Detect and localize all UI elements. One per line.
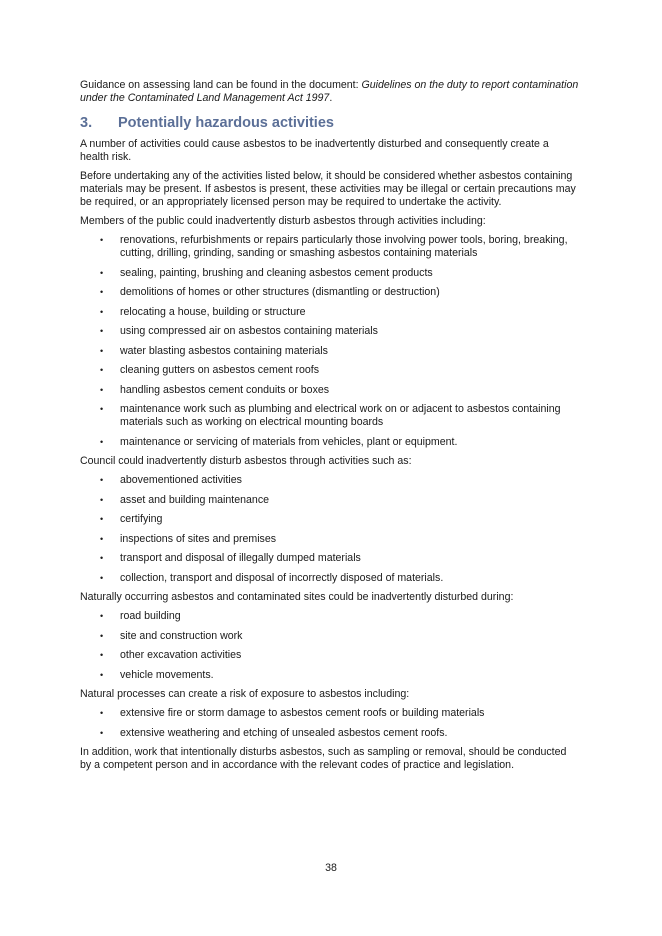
list-item xyxy=(80,572,580,585)
bullet-icon: • xyxy=(100,611,104,621)
list-item xyxy=(80,384,580,397)
list-item-text: transport and disposal of illegally dumped materials xyxy=(120,552,361,564)
list-item-text: asset and building maintenance xyxy=(120,493,270,506)
guideline-document-title: Guidelines on the duty to report contamination under the Contaminated Land Management Act 1997 xyxy=(80,79,579,104)
bullet-icon: • xyxy=(100,514,104,524)
page-number: 38 xyxy=(325,862,337,874)
list-item xyxy=(80,267,580,280)
bullet-icon: • xyxy=(100,533,104,544)
list-item xyxy=(80,325,580,338)
paragraph-members-public: Members of the public could inadvertently disturb asbestos through activities including: xyxy=(80,215,486,227)
list-item xyxy=(80,552,580,565)
list-item xyxy=(80,630,580,643)
list-item-text: abovementioned activities xyxy=(120,474,242,486)
natural-disturbance-list xyxy=(80,610,580,682)
list-item-text: extensive fire or storm damage to asbestos cement roofs or building materials xyxy=(120,707,485,719)
public-activities-list xyxy=(80,234,580,449)
list-item-text: extensive weathering and etching of unsealed asbestos cement roofs. xyxy=(120,726,448,739)
list-item-text: vehicle movements. xyxy=(120,668,214,681)
bullet-icon: • xyxy=(100,235,104,245)
list-item-text: demolitions of homes or other structures (dismantling or destruction) xyxy=(120,286,440,298)
list-item xyxy=(80,727,580,740)
paragraph-before-undertaking: Before undertaking any of the activities listed below, it should be considered whether asbestos containing materials may be present. If asbestos is present, these activities may be illegal or certain precautions may be required, or an appropriately licensed person may be required to undertake the activity. xyxy=(80,170,576,208)
paragraph-council: Council could inadvertently disturb asbestos through activities such as: xyxy=(80,455,412,467)
bullet-icon: • xyxy=(100,727,104,738)
list-item-text: other excavation activities xyxy=(120,649,242,661)
bullet-icon: • xyxy=(100,345,104,356)
list-item-text: renovations, refurbishments or repairs particularly those involving power tools, boring, breaking, cutting, drilling, grinding, sanding or smashing asbestos containing materials xyxy=(120,234,568,259)
bullet-icon: • xyxy=(100,404,104,414)
paragraph-naturally-occurring: Naturally occurring asbestos and contaminated sites could be inadvertently disturbed during: xyxy=(80,591,514,603)
section-heading xyxy=(80,114,580,132)
list-item-text: relocating a house, building or structure xyxy=(120,305,306,318)
list-item xyxy=(80,649,580,662)
bullet-icon: • xyxy=(100,326,104,336)
bullet-icon: • xyxy=(100,267,104,278)
list-item-text: certifying xyxy=(120,513,163,525)
list-item xyxy=(80,474,580,487)
bullet-icon: • xyxy=(100,669,104,680)
list-item-text: maintenance work such as plumbing and electrical work on or adjacent to asbestos containing materials such as working on electrical mounting boards xyxy=(120,403,561,428)
list-item-text: site and construction work xyxy=(120,629,243,642)
list-item-text: handling asbestos cement conduits or boxes xyxy=(120,383,330,396)
list-item xyxy=(80,306,580,319)
list-item xyxy=(80,494,580,507)
bullet-icon: • xyxy=(100,287,104,297)
list-item xyxy=(80,403,580,429)
list-item xyxy=(80,533,580,546)
section-number: 3. xyxy=(80,115,93,131)
bullet-icon: • xyxy=(100,572,104,583)
list-item xyxy=(80,234,580,260)
list-item xyxy=(80,286,580,299)
list-item xyxy=(80,436,580,449)
section-title: Potentially hazardous activities xyxy=(118,115,334,131)
list-item xyxy=(80,610,580,623)
bullet-icon: • xyxy=(100,306,104,317)
list-item xyxy=(80,513,580,526)
list-item xyxy=(80,669,580,682)
council-activities-list xyxy=(80,474,580,585)
intro-text: Guidance on assessing land can be found in the document: xyxy=(80,79,362,91)
bullet-icon: • xyxy=(100,630,104,641)
bullet-icon: • xyxy=(100,436,104,447)
list-item-text: inspections of sites and premises xyxy=(120,532,277,545)
list-item xyxy=(80,364,580,377)
bullet-icon: • xyxy=(100,650,104,660)
list-item-text: sealing, painting, brushing and cleaning asbestos cement products xyxy=(120,266,433,279)
list-item xyxy=(80,707,580,720)
intro-end: . xyxy=(329,92,333,104)
list-item-text: road building xyxy=(120,610,181,622)
natural-processes-list xyxy=(80,707,580,740)
list-item-text: water blasting asbestos containing materials xyxy=(120,344,328,357)
bullet-icon: • xyxy=(100,384,104,395)
list-item xyxy=(80,345,580,358)
paragraph-health-risk: A number of activities could cause asbestos to be inadvertently disturbed and consequently create a health risk. xyxy=(80,138,549,163)
bullet-icon: • xyxy=(100,365,104,375)
page-content xyxy=(80,79,580,778)
paragraph-intentional-work: In addition, work that intentionally disturbs asbestos, such as sampling or removal, should be conducted by a competent person and in accordance with the relevant codes of practice and legislation. xyxy=(80,746,567,771)
intro-paragraph xyxy=(80,79,580,105)
list-item-text: maintenance or servicing of materials from vehicles, plant or equipment. xyxy=(120,435,458,448)
paragraph-natural-processes: Natural processes can create a risk of exposure to asbestos including: xyxy=(80,688,410,700)
bullet-icon: • xyxy=(100,494,104,505)
bullet-icon: • xyxy=(100,708,104,718)
list-item-text: cleaning gutters on asbestos cement roofs xyxy=(120,364,320,376)
list-item-text: collection, transport and disposal of incorrectly disposed of materials. xyxy=(120,571,444,584)
bullet-icon: • xyxy=(100,475,104,485)
bullet-icon: • xyxy=(100,553,104,563)
list-item-text: using compressed air on asbestos containing materials xyxy=(120,325,378,337)
